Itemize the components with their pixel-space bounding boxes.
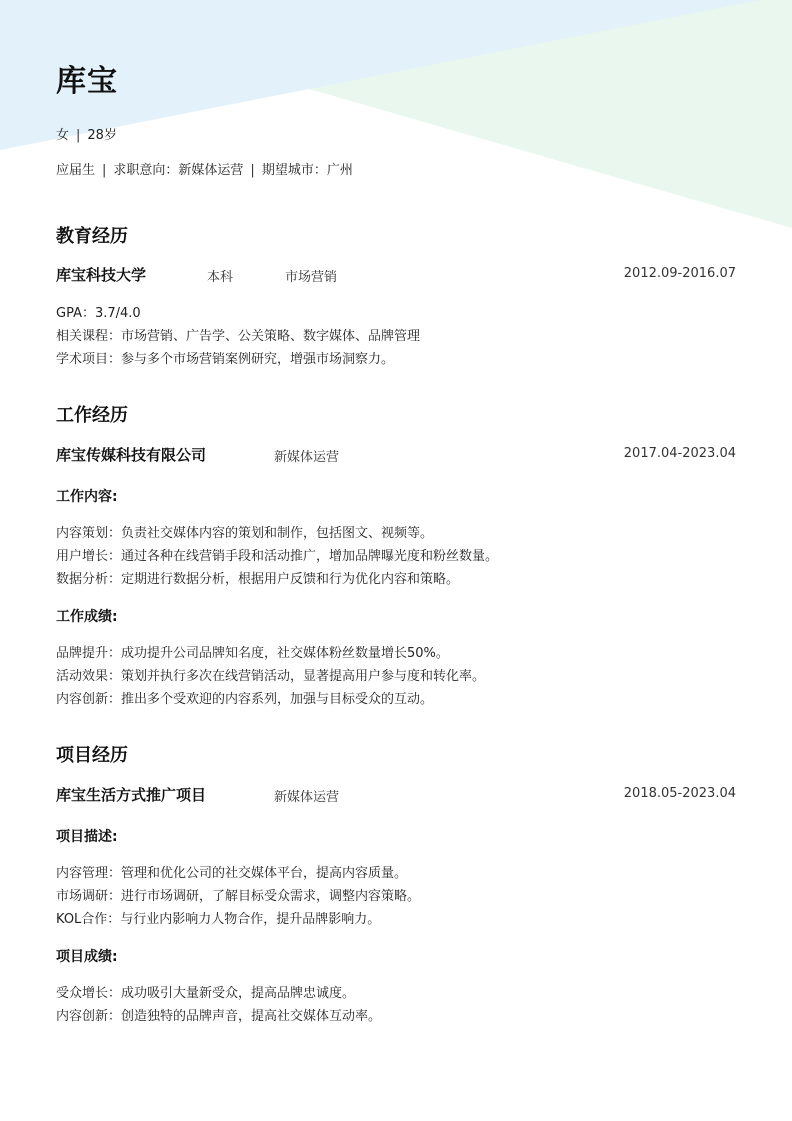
education-section-title: 教育经历 xyxy=(56,226,128,247)
basic-info-line xyxy=(56,124,117,143)
project-role-text: 新媒体运营 xyxy=(274,790,340,805)
work-content-line: 用户增长：通过各种在线营销手段和活动推广，增加品牌曝光度和粉丝数量。 xyxy=(56,549,499,564)
major-text: 市场营销 xyxy=(285,270,338,285)
intention-text: 求职意向：新媒体运营 xyxy=(113,163,244,178)
company-name: 库宝传媒科技有限公司 xyxy=(56,446,207,464)
separator: | xyxy=(250,163,255,178)
city-text: 期望城市：广州 xyxy=(261,163,353,178)
separator: | xyxy=(102,163,107,178)
work-achievement-line: 内容创新：推出多个受欢迎的内容系列，加强与目标受众的互动。 xyxy=(56,692,434,707)
degree-text: 本科 xyxy=(207,270,234,285)
education-date: 2012.09-2016.07 xyxy=(623,266,736,281)
project-section-title: 项目经历 xyxy=(56,745,128,766)
education-detail-line: 相关课程：市场营销、广告学、公关策略、数字媒体、品牌管理 xyxy=(56,329,421,344)
work-section-title: 工作经历 xyxy=(56,405,128,426)
work-achievement-line: 活动效果：策划并执行多次在线营销活动，显著提高用户参与度和转化率。 xyxy=(56,669,486,684)
separator: | xyxy=(76,128,81,143)
education-header-row xyxy=(56,264,736,286)
project-date: 2018.05-2023.04 xyxy=(623,786,736,801)
gender-text: 女 xyxy=(56,128,70,143)
project-header-row xyxy=(56,784,736,806)
project-desc-line: 市场调研：进行市场调研，了解目标受众需求，调整内容策略。 xyxy=(56,889,421,904)
candidate-name: 库宝 xyxy=(56,64,118,99)
project-desc-title: 项目描述: xyxy=(56,829,118,845)
project-achievement-title: 项目成绩: xyxy=(56,949,118,965)
school-name: 库宝科技大学 xyxy=(56,266,147,284)
project-desc-line: KOL合作：与行业内影响力人物合作，提升品牌影响力。 xyxy=(56,912,381,927)
work-achievement-title: 工作成绩: xyxy=(56,609,118,625)
project-name: 库宝生活方式推广项目 xyxy=(56,786,207,804)
work-header-row xyxy=(56,444,736,466)
project-desc-line: 内容管理：管理和优化公司的社交媒体平台，提高内容质量。 xyxy=(56,866,408,881)
work-date: 2017.04-2023.04 xyxy=(623,446,736,461)
status-text: 应届生 xyxy=(56,163,96,178)
work-content-title: 工作内容: xyxy=(56,489,118,505)
education-detail-line: GPA：3.7/4.0 xyxy=(56,306,141,321)
work-content-line: 内容策划：负责社交媒体内容的策划和制作，包括图文、视频等。 xyxy=(56,526,434,541)
work-content-line: 数据分析：定期进行数据分析，根据用户反馈和行为优化内容和策略。 xyxy=(56,572,460,587)
project-achievement-line: 内容创新：创造独特的品牌声音，提高社交媒体互动率。 xyxy=(56,1009,382,1024)
age-text: 28岁 xyxy=(87,128,117,143)
work-achievement-line: 品牌提升：成功提升公司品牌知名度，社交媒体粉丝数量增长50%。 xyxy=(56,646,449,661)
work-role-text: 新媒体运营 xyxy=(274,450,340,465)
education-detail-line: 学术项目：参与多个市场营销案例研究，增强市场洞察力。 xyxy=(56,352,395,367)
job-info-line xyxy=(56,159,353,178)
project-achievement-line: 受众增长：成功吸引大量新受众，提高品牌忠诚度。 xyxy=(56,986,356,1001)
